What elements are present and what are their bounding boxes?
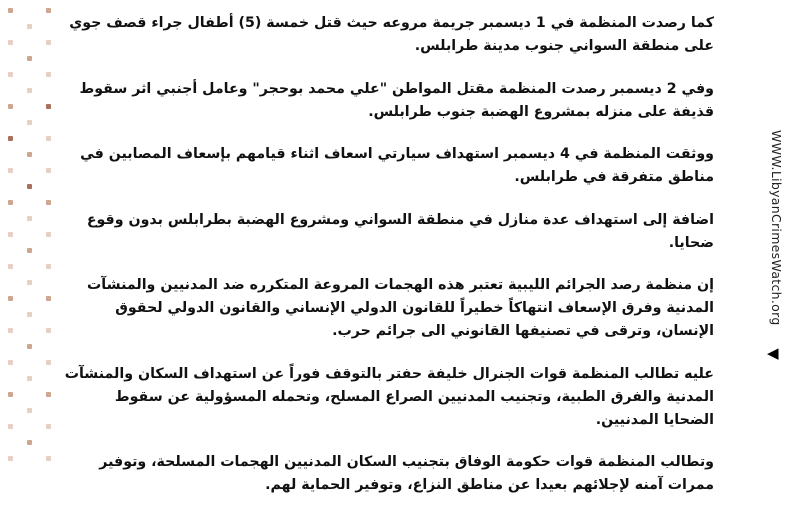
decorative-dot <box>46 360 51 365</box>
decorative-dot <box>46 232 51 237</box>
decorative-dot <box>8 200 13 205</box>
decorative-dot <box>27 312 32 317</box>
decorative-dot <box>27 152 32 157</box>
article-body <box>62 12 714 517</box>
decorative-dot <box>8 72 13 77</box>
arrow-left-icon: ◀ <box>767 344 779 362</box>
decorative-dot <box>46 72 51 77</box>
decorative-dot <box>8 40 13 45</box>
decorative-dot <box>8 392 13 397</box>
paragraph-6: عليه تطالب المنظمة قوات الجنرال خليفة حفتر بالتوقف فوراً عن استهداف السكان والمنشآت المدنية والفرق الطبية، وتجنيب المدنيين الصراع المسلح، وتحمله المسؤولية عن سقوط الضحايا المدنيين. <box>64 365 714 428</box>
paragraph-7: وتطالب المنظمة قوات حكومة الوفاق بتجنيب السكان المدنيين الهجمات المسلحة، وتوفير ممرات آمنه لإجلائهم بعيدا عن مناطق النزاع، وتوفير الحماية لهم. <box>99 454 714 493</box>
decorative-dot <box>8 360 13 365</box>
paragraph-4: اضافة إلى استهداف عدة منازل في منطقة السواني ومشروع الهضبة بطرابلس بدون وقوع ضحايا. <box>86 211 714 251</box>
decorative-dot <box>46 392 51 397</box>
decorative-dot <box>46 40 51 45</box>
decorative-dot <box>8 8 13 13</box>
decorative-dot <box>8 296 13 301</box>
site-url-text[interactable]: WWW.LibyanCrimesWatch.org <box>769 130 784 326</box>
decorative-dot <box>8 264 13 269</box>
decorative-dot <box>8 424 13 429</box>
decorative-dot <box>27 344 32 349</box>
decorative-dot <box>27 24 32 29</box>
paragraph-1: كما رصدت المنظمة في 1 ديسمبر جريمة مروعه حيث قتل خمسة (5) أطفال جراء قصف جوي على منطقة السواني جنوب مدينة طرابلس. <box>69 15 714 54</box>
decorative-dot <box>27 248 32 253</box>
decorative-dot <box>46 168 51 173</box>
decorative-dot <box>46 8 51 13</box>
decorative-dot <box>27 440 32 445</box>
paragraph-2: وفي 2 ديسمبر رصدت المنظمة مقتل المواطن "علي محمد بوحجر" وعامل أجنبي اثر سقوط قذيفة على منزله بمشروع الهضبة جنوب طرابلس. <box>79 80 714 120</box>
decorative-dot <box>27 280 32 285</box>
decorative-dot <box>27 184 32 189</box>
decorative-dot <box>8 168 13 173</box>
decorative-dot <box>8 104 13 109</box>
paragraph-5: إن منظمة رصد الجرائم الليبية تعتبر هذه الهجمات المروعة المتكرره ضد المدنيين والمنشآت المدنية وفرق الإسعاف انتهاكاً خطيراً للقانون الدولي الإنساني والقانون الدولي لحقوق الإنسان، وترقى في تصنيفها القانوني الى جرائم حرب. <box>87 277 714 339</box>
decorative-dot <box>46 104 51 109</box>
decorative-dot <box>27 88 32 93</box>
decorative-dot <box>46 200 51 205</box>
decorative-dot <box>46 424 51 429</box>
decorative-dot <box>27 120 32 125</box>
paragraph-3: ووثقت المنظمة في 4 ديسمبر استهداف سيارتي اسعاف اثناء قيامهم بإسعاف المصابين في مناطق متفرقة في طرابلس. <box>80 146 714 185</box>
decorative-dot <box>46 264 51 269</box>
decorative-dot <box>8 328 13 333</box>
decorative-dot <box>27 56 32 61</box>
decorative-dot <box>46 456 51 461</box>
decorative-dot <box>8 232 13 237</box>
decorative-dot <box>46 136 51 141</box>
decorative-dot <box>27 376 32 381</box>
decorative-dot <box>8 456 13 461</box>
decorative-dot <box>46 328 51 333</box>
decorative-dot <box>46 296 51 301</box>
decorative-dot <box>27 408 32 413</box>
decorative-dot <box>8 136 13 141</box>
decorative-dot <box>27 216 32 221</box>
decorative-dot-pattern <box>8 8 52 476</box>
sidebar <box>738 0 812 480</box>
